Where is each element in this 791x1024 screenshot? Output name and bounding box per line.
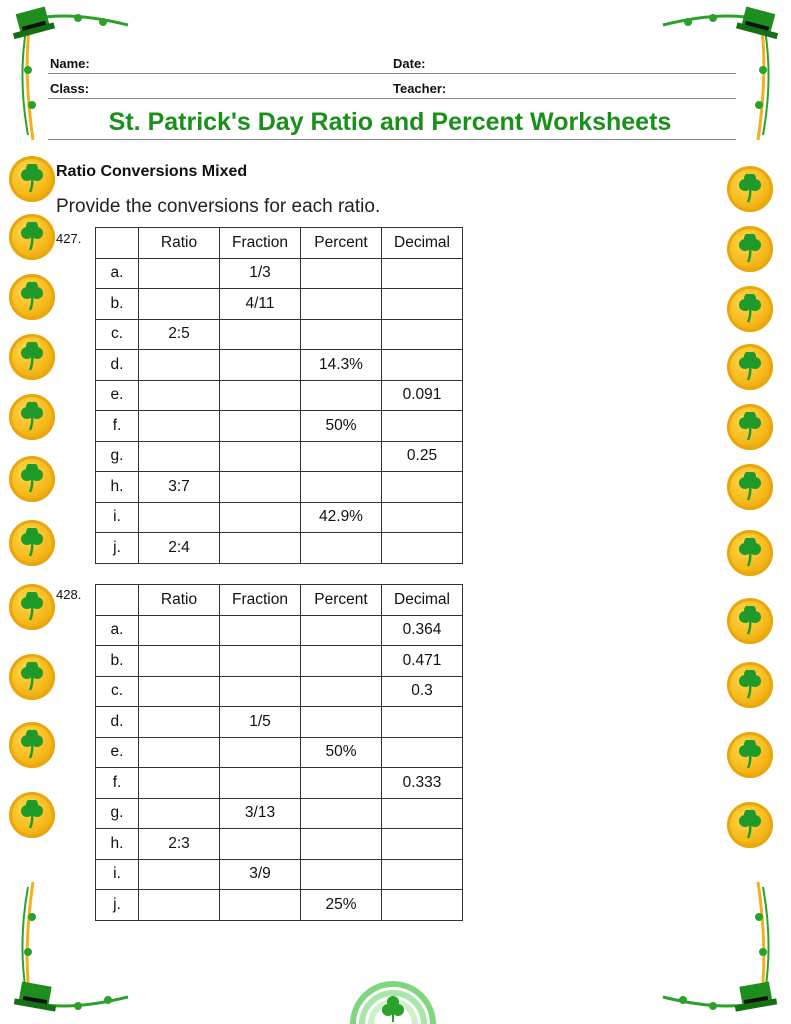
- shamrock-coin-icon: [727, 286, 773, 332]
- percent-cell: [301, 319, 382, 350]
- fraction-cell: [220, 502, 301, 533]
- conversion-table-427: [95, 227, 463, 564]
- row-label: i.: [96, 859, 139, 890]
- decimal-cell: [382, 737, 463, 768]
- ratio-cell: [139, 289, 220, 320]
- row-label: g.: [96, 798, 139, 829]
- table-row: [96, 737, 463, 768]
- decimal-cell: [382, 502, 463, 533]
- ratio-cell: [139, 350, 220, 381]
- fraction-cell: [220, 533, 301, 564]
- header-cell: [96, 228, 139, 259]
- leprechaun-hat-icon: [8, 872, 158, 1022]
- decimal-cell: 0.3: [382, 676, 463, 707]
- table-row: [96, 829, 463, 860]
- table-row: [96, 798, 463, 829]
- percent-cell: [301, 441, 382, 472]
- fraction-cell: [220, 350, 301, 381]
- decimal-cell: [382, 859, 463, 890]
- decimal-cell: [382, 533, 463, 564]
- shamrock-coin-icon: [727, 344, 773, 390]
- decimal-cell: [382, 890, 463, 921]
- shamrock-coin-icon: [727, 404, 773, 450]
- fraction-cell: [220, 472, 301, 503]
- table-row: [96, 533, 463, 564]
- leprechaun-hat-icon: [8, 0, 158, 150]
- row-label: d.: [96, 350, 139, 381]
- fraction-cell: [220, 829, 301, 860]
- percent-cell: [301, 646, 382, 677]
- header-cell-ratio: Ratio: [139, 228, 220, 259]
- decimal-cell: 0.091: [382, 380, 463, 411]
- header-cell-fraction: Fraction: [220, 228, 301, 259]
- section-title: Ratio Conversions Mixed: [56, 163, 248, 180]
- shamrock-coin-icon: [9, 274, 55, 320]
- table-row: [96, 502, 463, 533]
- shamrock-coin-icon: [727, 732, 773, 778]
- table-row: [96, 472, 463, 503]
- row-label: c.: [96, 319, 139, 350]
- decimal-cell: [382, 472, 463, 503]
- table-row: [96, 676, 463, 707]
- row-label: i.: [96, 502, 139, 533]
- header-cell-decimal: Decimal: [382, 585, 463, 616]
- percent-cell: [301, 615, 382, 646]
- shamrock-coin-icon: [727, 464, 773, 510]
- ratio-cell: [139, 615, 220, 646]
- decimal-cell: [382, 411, 463, 442]
- header-cell-percent: Percent: [301, 585, 382, 616]
- fraction-cell: [220, 676, 301, 707]
- fraction-cell: [220, 768, 301, 799]
- fraction-cell: 1/3: [220, 258, 301, 289]
- ratio-cell: [139, 380, 220, 411]
- shamrock-coin-icon: [9, 584, 55, 630]
- shamrock-coin-icon: [9, 722, 55, 768]
- instructions: Provide the conversions for each ratio.: [56, 196, 381, 217]
- percent-cell: [301, 798, 382, 829]
- percent-cell: [301, 289, 382, 320]
- percent-cell: 50%: [301, 737, 382, 768]
- decimal-cell: 0.333: [382, 768, 463, 799]
- ratio-cell: [139, 646, 220, 677]
- header-cell-decimal: Decimal: [382, 228, 463, 259]
- fraction-cell: 3/9: [220, 859, 301, 890]
- row-label: f.: [96, 768, 139, 799]
- shamrock-coin-icon: [727, 530, 773, 576]
- ratio-cell: 2:5: [139, 319, 220, 350]
- fraction-cell: [220, 737, 301, 768]
- shamrock-coin-icon: [9, 334, 55, 380]
- percent-cell: 50%: [301, 411, 382, 442]
- row-label: h.: [96, 472, 139, 503]
- page-title: St. Patrick's Day Ratio and Percent Worksheets: [108, 108, 672, 136]
- row-label: j.: [96, 533, 139, 564]
- table-row: [96, 411, 463, 442]
- leprechaun-hat-icon: [633, 872, 783, 1022]
- table-row: [96, 319, 463, 350]
- ratio-cell: 3:7: [139, 472, 220, 503]
- shamrock-coin-icon: [9, 394, 55, 440]
- table-header-row: [96, 585, 463, 616]
- percent-cell: [301, 533, 382, 564]
- shamrock-coin-icon: [727, 662, 773, 708]
- decimal-cell: [382, 829, 463, 860]
- shamrock-coin-icon: [9, 520, 55, 566]
- shamrock-coin-icon: [727, 226, 773, 272]
- row-label: b.: [96, 289, 139, 320]
- ratio-cell: [139, 441, 220, 472]
- ratio-cell: [139, 768, 220, 799]
- shamrock-coin-icon: [9, 456, 55, 502]
- ratio-cell: 2:3: [139, 829, 220, 860]
- row-label: a.: [96, 258, 139, 289]
- table-row: [96, 350, 463, 381]
- table-row: [96, 768, 463, 799]
- ratio-cell: [139, 737, 220, 768]
- shamrock-coin-icon: [9, 792, 55, 838]
- row-label: g.: [96, 441, 139, 472]
- header-cell-percent: Percent: [301, 228, 382, 259]
- header-cell-fraction: Fraction: [220, 585, 301, 616]
- fraction-cell: [220, 319, 301, 350]
- decimal-cell: [382, 289, 463, 320]
- table-row: [96, 380, 463, 411]
- percent-cell: [301, 380, 382, 411]
- ratio-cell: [139, 798, 220, 829]
- table-row: [96, 258, 463, 289]
- fraction-cell: [220, 646, 301, 677]
- ratio-cell: [139, 502, 220, 533]
- ratio-cell: [139, 411, 220, 442]
- row-label: b.: [96, 646, 139, 677]
- shamrock-coin-icon: [9, 156, 55, 202]
- header-cell: [96, 585, 139, 616]
- name-label: Name:: [50, 56, 90, 71]
- fraction-cell: [220, 615, 301, 646]
- fraction-cell: [220, 411, 301, 442]
- percent-cell: [301, 768, 382, 799]
- header-cell-ratio: Ratio: [139, 585, 220, 616]
- shamrock-coin-icon: [9, 654, 55, 700]
- problem-number-427: 427.: [56, 231, 82, 246]
- row-label: f.: [96, 411, 139, 442]
- shamrock-rainbow-icon: [348, 970, 438, 1024]
- conversion-table-428: [95, 584, 463, 921]
- problem-number-428: 428.: [56, 587, 82, 602]
- row-label: c.: [96, 676, 139, 707]
- decimal-cell: [382, 798, 463, 829]
- row-label: d.: [96, 707, 139, 738]
- table-row: [96, 615, 463, 646]
- shamrock-coin-icon: [727, 166, 773, 212]
- row-label: j.: [96, 890, 139, 921]
- percent-cell: [301, 258, 382, 289]
- decimal-cell: 0.364: [382, 615, 463, 646]
- fraction-cell: 3/13: [220, 798, 301, 829]
- fraction-cell: [220, 441, 301, 472]
- percent-cell: 42.9%: [301, 502, 382, 533]
- percent-cell: 25%: [301, 890, 382, 921]
- table-header-row: [96, 228, 463, 259]
- shamrock-coin-icon: [727, 598, 773, 644]
- table-row: [96, 646, 463, 677]
- table-row: [96, 441, 463, 472]
- percent-cell: [301, 859, 382, 890]
- teacher-label: Teacher:: [393, 81, 447, 96]
- leprechaun-hat-icon: [633, 0, 783, 150]
- decimal-cell: [382, 707, 463, 738]
- date-label: Date:: [393, 56, 426, 71]
- class-label: Class:: [50, 81, 90, 96]
- percent-cell: [301, 707, 382, 738]
- shamrock-coin-icon: [727, 802, 773, 848]
- table-row: [96, 289, 463, 320]
- decimal-cell: 0.25: [382, 441, 463, 472]
- ratio-cell: [139, 258, 220, 289]
- fraction-cell: [220, 380, 301, 411]
- percent-cell: [301, 676, 382, 707]
- row-label: e.: [96, 737, 139, 768]
- percent-cell: [301, 472, 382, 503]
- decimal-cell: 0.471: [382, 646, 463, 677]
- decimal-cell: [382, 350, 463, 381]
- decimal-cell: [382, 319, 463, 350]
- table-row: [96, 707, 463, 738]
- row-label: a.: [96, 615, 139, 646]
- ratio-cell: 2:4: [139, 533, 220, 564]
- row-label: h.: [96, 829, 139, 860]
- decimal-cell: [382, 258, 463, 289]
- ratio-cell: [139, 707, 220, 738]
- fraction-cell: [220, 890, 301, 921]
- shamrock-coin-icon: [9, 214, 55, 260]
- fraction-cell: 1/5: [220, 707, 301, 738]
- fraction-cell: 4/11: [220, 289, 301, 320]
- row-label: e.: [96, 380, 139, 411]
- ratio-cell: [139, 676, 220, 707]
- percent-cell: [301, 829, 382, 860]
- percent-cell: 14.3%: [301, 350, 382, 381]
